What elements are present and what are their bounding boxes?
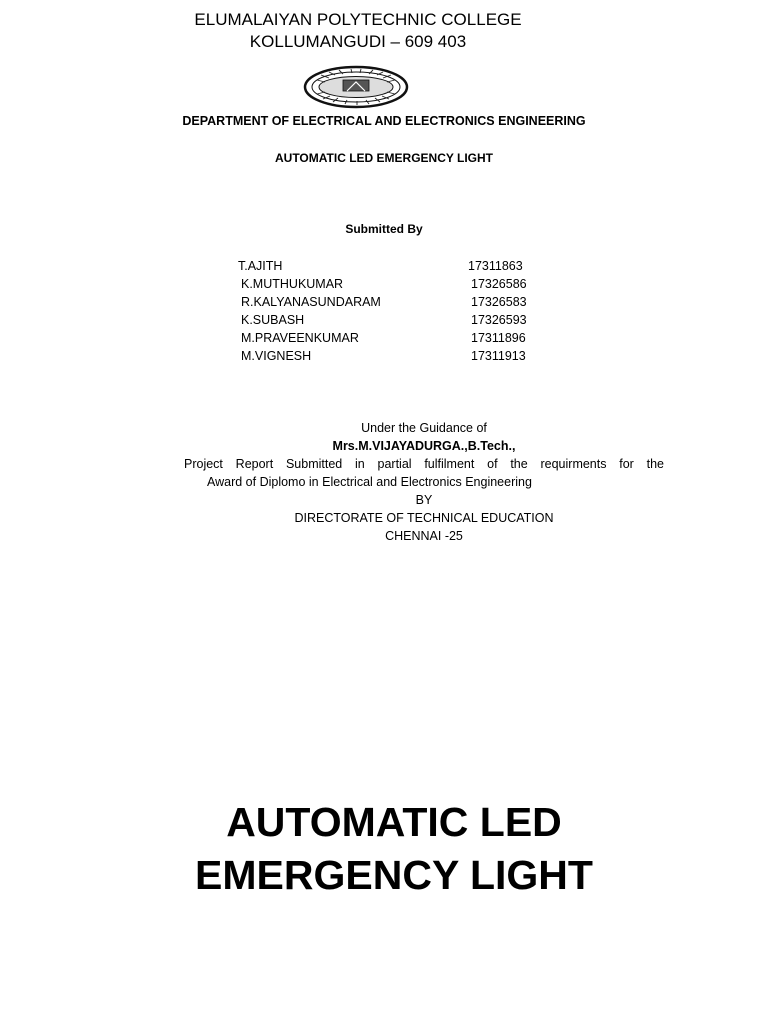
submitted-by-label: Submitted By — [345, 222, 423, 236]
department-name: DEPARTMENT OF ELECTRICAL AND ELECTRONICS ENGINEERING — [182, 114, 586, 128]
project-title: AUTOMATIC LED EMERGENCY LIGHT — [274, 151, 493, 165]
guide-name: Mrs.M.VIJAYADURGA.,B.Tech., — [332, 439, 516, 453]
guidance-section — [184, 419, 664, 545]
member-list — [238, 257, 538, 365]
member-name: M.PRAVEENKUMAR — [241, 331, 359, 345]
report-statement-line: Project Report Submitted in partial fulfilment of the requirments for the — [184, 457, 664, 471]
member-row — [238, 311, 538, 329]
college-name: ELUMALAIYAN POLYTECHNIC COLLEGE — [194, 10, 522, 29]
member-id: 17311896 — [471, 331, 526, 345]
member-name: T.AJITH — [238, 259, 283, 273]
college-header — [0, 9, 716, 53]
member-name: M.VIGNESH — [241, 349, 312, 363]
college-seal-logo — [303, 65, 409, 109]
member-id: 17311863 — [468, 259, 523, 273]
college-address: KOLLUMANGUDI – 609 403 — [249, 32, 467, 51]
city-label: CHENNAI -25 — [385, 529, 463, 543]
member-name: R.KALYANASUNDARAM — [241, 295, 381, 309]
member-row — [238, 293, 538, 311]
by-label: BY — [415, 493, 433, 507]
member-id: 17311913 — [471, 349, 526, 363]
member-row — [238, 329, 538, 347]
member-row — [238, 257, 538, 275]
member-row — [238, 347, 538, 365]
cover-title: AUTOMATIC LED EMERGENCY LIGHT — [195, 799, 593, 898]
member-name: K.SUBASH — [241, 313, 305, 327]
member-id: 17326586 — [471, 277, 527, 291]
member-row — [238, 275, 538, 293]
award-line: Award of Diplomo in Electrical and Electronics Engineering — [207, 475, 532, 489]
guidance-label: Under the Guidance of — [361, 421, 487, 435]
member-name: K.MUTHUKUMAR — [241, 277, 344, 291]
member-id: 17326583 — [471, 295, 527, 309]
directorate-name: DIRECTORATE OF TECHNICAL EDUCATION — [294, 511, 554, 525]
member-id: 17326593 — [471, 313, 527, 327]
